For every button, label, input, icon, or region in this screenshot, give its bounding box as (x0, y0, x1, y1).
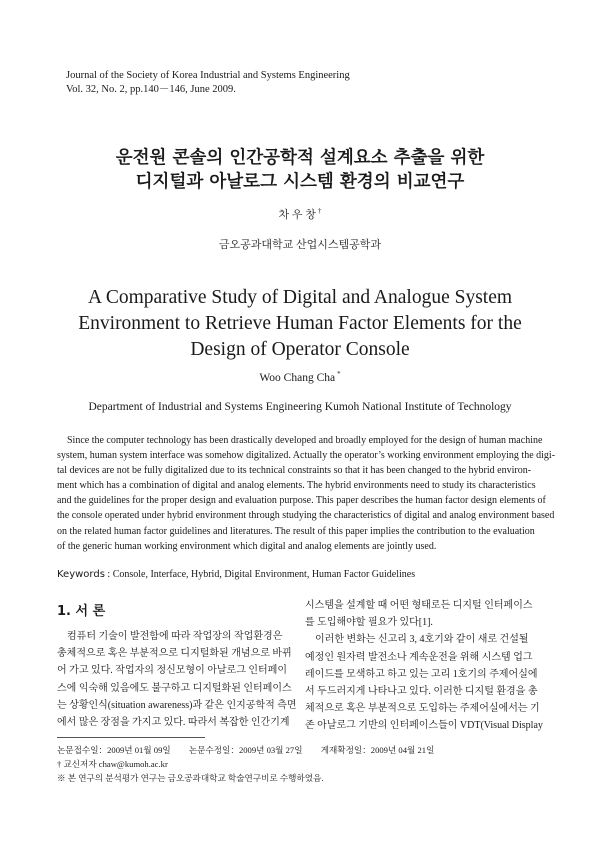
journal-name: Journal of the Society of Korea Industrial and Systems Engineering (66, 70, 350, 81)
korean-title-line-1: 운전원 콘솔의 인간공학적 설계요소 추출을 위한 (115, 148, 485, 168)
body-line: 시스템을 설계할 때 어떤 형태로든 디지털 인터페이스 (305, 600, 533, 611)
journal-volume-info: Vol. 32, No. 2, pp.140－146, June 2009. (66, 83, 236, 95)
body-line: 이러한 변화는 신고리 3, 4호기와 같이 새로 건설될 (315, 634, 529, 646)
english-affiliation: Department of Industrial and Systems Engineering Kumoh National Institute of Technology (88, 401, 512, 413)
accepted-date: 게재확정일：2009년 04월 21일 (320, 745, 435, 755)
body-line: 는 상황인식(situation awareness)과 같은 인지공학적 측면 (57, 699, 297, 711)
keywords (57, 569, 415, 580)
english-title-line-3: Design of Operator Console (190, 339, 410, 360)
body-line: 레이드를 모색하고 하고 있는 고리 1호기의 주제어실에 (305, 668, 538, 680)
section-heading-introduction: 1. 서 론 (57, 604, 106, 619)
body-line: 에서 많은 장점을 가지고 있다. 따라서 복잡한 인간기계 (57, 717, 290, 729)
body-line: 체적으로 혹은 부분적으로 도입하는 주제어실에서는 기 (305, 703, 540, 715)
abstract-line: the console operated under hybrid environment through studying the characteristics of digital and analog environment based (57, 510, 555, 522)
abstract-line: system, human system interface was somehow digitalized. Actually the operator’s working environment employing the digi- (57, 450, 556, 462)
keywords-label: Keywords (57, 569, 105, 580)
abstract-line: Since the computer technology has been drastically developed and broadly employed for the design of human machine (67, 435, 543, 446)
abstract-line: ment which has a combination of digital and analog elements. The hybrid environments need to study its characteristics (57, 480, 536, 492)
journal-header (66, 69, 350, 96)
keywords-text: : Console, Interface, Hybrid, Digital Environment, Human Factor Guidelines (107, 569, 416, 580)
abstract (57, 433, 556, 554)
body-right-column (305, 597, 548, 735)
english-author-mark: * (337, 370, 341, 378)
body-line: 컴퓨터 기술이 발전함에 따라 작업장의 작업환경은 (67, 631, 283, 642)
footnote-dates (57, 743, 450, 757)
korean-author-name: 차 우 창 (278, 209, 316, 221)
korean-author (0, 206, 600, 222)
body-line: 총체적으로 혹은 부분적으로 디지털화된 개념으로 바뀌 (57, 648, 292, 660)
abstract-line: tal devices are not be fully digitalized due to its technical constraints so that it has been changed to the hybrid environ- (57, 465, 532, 477)
funding-note: ※ 본 연구의 분석평가 연구는 금오공과대학교 학술연구비로 수행하였음. (57, 773, 324, 783)
korean-title-line-2: 디지털과 아날로그 시스템 환경의 비교연구 (135, 172, 465, 192)
english-title-line-1: A Comparative Study of Digital and Analogue System (87, 287, 513, 308)
corresponding-author-note: † 교신저자 chaw@kumoh.ac.kr (57, 759, 168, 769)
revised-date: 논문수정일：2009년 03월 27일 (188, 745, 303, 755)
footnote-divider (57, 737, 205, 738)
english-author (0, 370, 600, 384)
body-left-column (57, 628, 295, 731)
korean-author-mark: † (317, 207, 322, 216)
received-date: 논문접수일：2009년 01월 09일 (57, 745, 171, 755)
body-line: 서 두드러지게 나타나고 있다. 이러한 디지털 환경을 총 (305, 686, 538, 698)
english-author-name: Woo Chang Cha (259, 371, 336, 384)
abstract-line: of the generic human working environment which digital and analog elements are jointly used. (57, 540, 437, 552)
body-line: 어 가고 있다. 작업자의 정신모형이 아날로그 인터페이 (57, 665, 288, 677)
footnotes (57, 743, 450, 785)
abstract-line: and the guidelines for the proper design and evaluation purpose. This paper describes the human factor design elements of (57, 495, 546, 507)
body-line: 존 아날로그 기반의 인터페이스들이 VDT(Visual Display (305, 720, 543, 732)
english-title-line-2: Environment to Retrieve Human Factor Elements for the (78, 313, 522, 334)
abstract-line: on the related human factor guidelines and literatures. The result of this paper implies the contribution to the evaluation (57, 525, 535, 537)
body-line: 스에 익숙해 있음에도 불구하고 디지털화된 인터페이스 (57, 682, 292, 694)
body-line: 예정인 원자력 발전소나 계속운전을 위해 시스템 업그 (305, 651, 533, 663)
korean-affiliation: 금오공과대학교 산업시스템공학과 (218, 239, 382, 251)
body-line: 를 도입해야할 필요가 있다[1]. (305, 617, 433, 629)
